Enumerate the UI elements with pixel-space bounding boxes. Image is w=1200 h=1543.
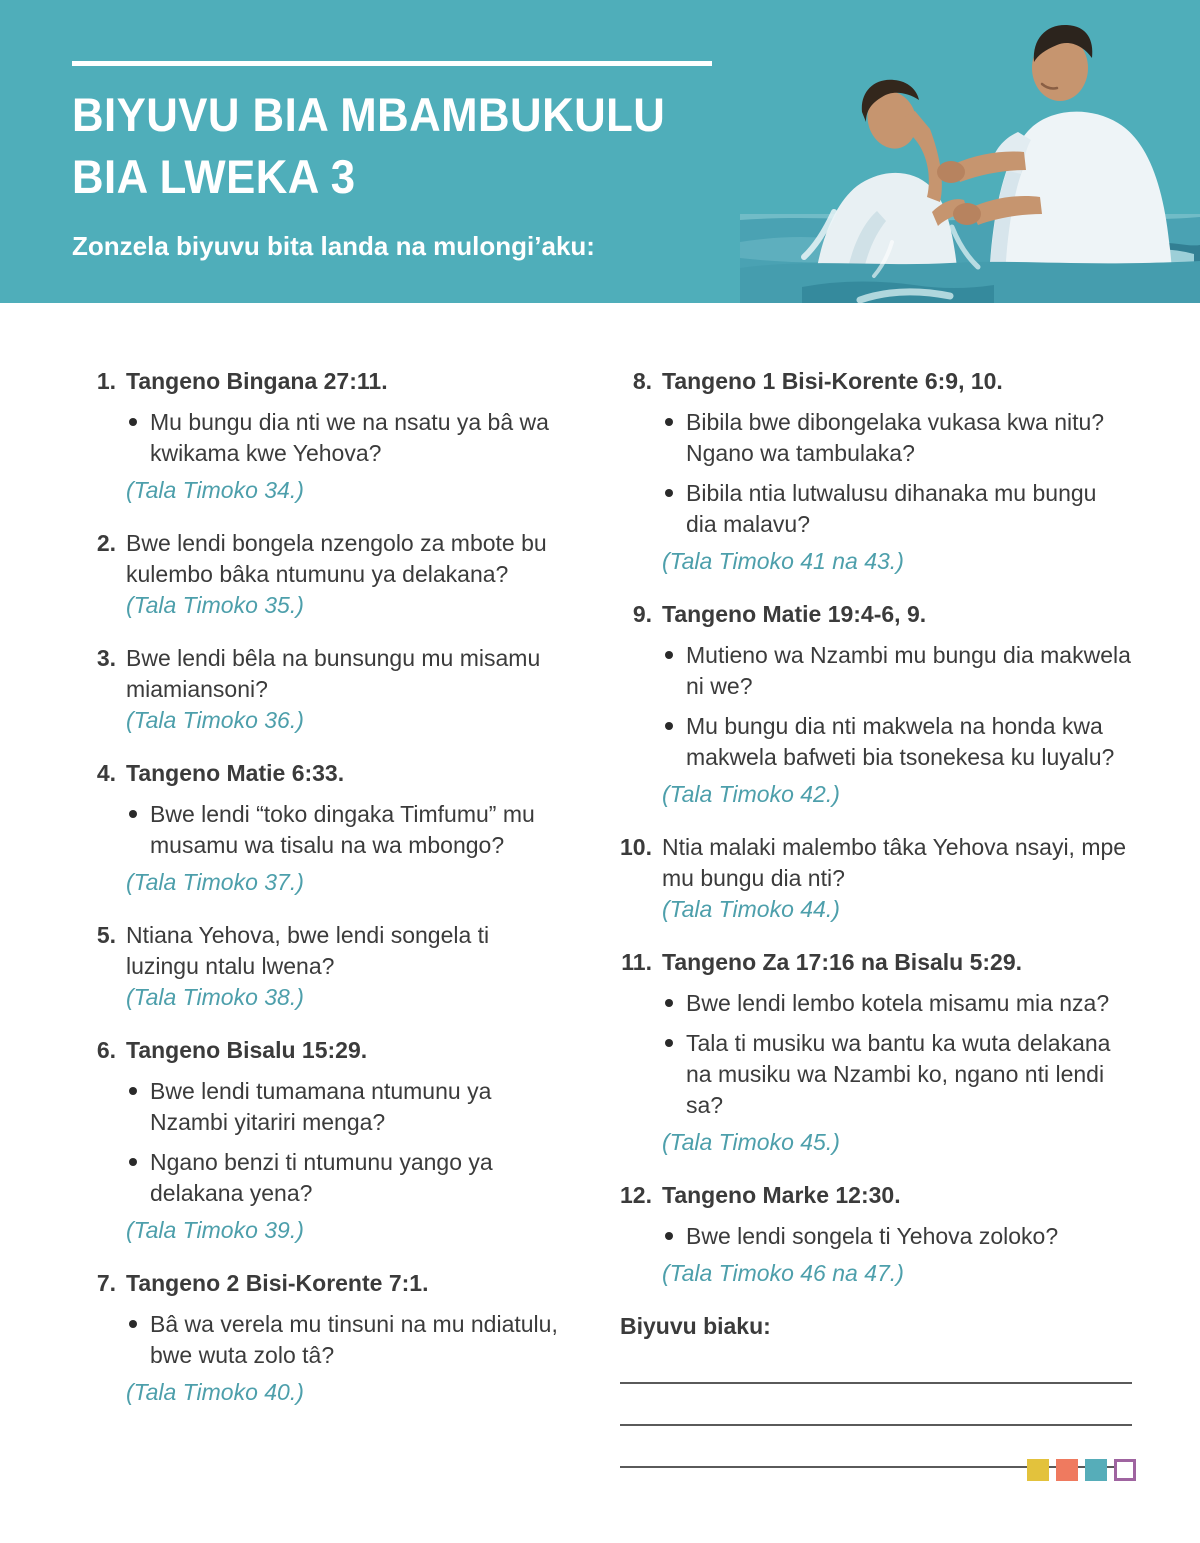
- question-number: 6.: [96, 1037, 116, 1063]
- question-bullet: [126, 1309, 562, 1371]
- question-bullet: [662, 988, 1132, 1019]
- reference-text: (Tala Timoko 45.): [662, 1129, 840, 1155]
- bullet-text: Mu bungu dia nti makwela na honda kwa makwela bafweti bia tsonekesa ku luyalu?: [686, 713, 1115, 770]
- answers-section: [620, 1311, 1132, 1468]
- question-item: [620, 1180, 1132, 1289]
- question-number: 2.: [96, 530, 116, 556]
- question-item: [620, 366, 1132, 577]
- question-heading: Tangeno 2 Bisi-Korente 7:1.: [126, 1270, 429, 1296]
- question-item: [84, 366, 562, 506]
- purple-outline-square: [1114, 1459, 1136, 1481]
- questions-column-right: [620, 366, 1132, 1468]
- question-bullet: [662, 407, 1132, 469]
- question-body: [126, 758, 562, 898]
- baptism-illustration: [740, 0, 1200, 303]
- question-text: Bwe lendi bongela nzengolo za mbote bu kulembo bâka ntumunu ya delakana?: [126, 530, 547, 587]
- question-number: 9.: [632, 601, 652, 627]
- question-bullet: [126, 1147, 562, 1209]
- bullet-icon: [665, 999, 673, 1007]
- page-title: [72, 84, 665, 208]
- question-heading: Tangeno Matie 19:4-6, 9.: [662, 601, 927, 627]
- bullet-icon: [665, 722, 673, 730]
- questions-list-right: [620, 366, 1132, 1289]
- question-bullet: [662, 1028, 1132, 1121]
- bullet-text: Bwe lendi songela ti Yehova zoloko?: [686, 1223, 1059, 1249]
- bullet-text: Mutieno wa Nzambi mu bungu dia makwela ni we?: [686, 642, 1131, 699]
- bullet-text: Bwe lendi “toko dingaka Timfumu” mu musamu wa tisalu na wa mbongo?: [150, 801, 535, 858]
- reference-text: (Tala Timoko 41 na 43.): [662, 548, 904, 574]
- question-item: [84, 1035, 562, 1246]
- question-body: [126, 528, 562, 621]
- question-bullet: [662, 478, 1132, 540]
- reference-text: (Tala Timoko 39.): [126, 1217, 304, 1243]
- answer-line: [620, 1342, 1132, 1384]
- bullet-text: Ngano benzi ti ntumunu yango ya delakana yena?: [150, 1149, 493, 1206]
- bullet-text: Bwe lendi tumamana ntumunu ya Nzambi yitariri menga?: [150, 1078, 492, 1135]
- question-item: [620, 599, 1132, 810]
- question-item: [620, 832, 1132, 925]
- question-number: 4.: [96, 760, 116, 786]
- yellow-square: [1027, 1459, 1049, 1481]
- reference-text: (Tala Timoko 37.): [126, 869, 304, 895]
- bullet-icon: [665, 418, 673, 426]
- bullet-icon: [665, 1232, 673, 1240]
- bullet-text: Bibila bwe dibongelaka vukasa kwa nitu? Ngano wa tambulaka?: [686, 409, 1105, 466]
- reference-text: (Tala Timoko 34.): [126, 477, 304, 503]
- reference-text: (Tala Timoko 35.): [126, 592, 304, 618]
- question-body: [126, 643, 562, 736]
- bullet-icon: [129, 810, 137, 818]
- question-body: [662, 366, 1132, 577]
- page-title-line2: BIA LWEKA 3: [72, 150, 356, 203]
- question-number: 5.: [96, 922, 116, 948]
- reference-text: (Tala Timoko 42.): [662, 781, 840, 807]
- reference-text: (Tala Timoko 38.): [126, 984, 304, 1010]
- question-number: 1.: [96, 368, 116, 394]
- bullet-text: Tala ti musiku wa bantu ka wuta delakana na musiku wa Nzambi ko, ngano nti lendi sa?: [686, 1030, 1111, 1118]
- question-body: [662, 599, 1132, 810]
- question-body: [126, 1035, 562, 1246]
- question-text: Ntiana Yehova, bwe lendi songela ti luzingu ntalu lwena?: [126, 922, 490, 979]
- question-number: 7.: [96, 1270, 116, 1296]
- question-text: Ntia malaki malembo tâka Yehova nsayi, mpe mu bungu dia nti?: [662, 834, 1127, 891]
- question-body: [662, 947, 1132, 1158]
- header-banner: [0, 0, 1200, 303]
- question-heading: Tangeno Marke 12:30.: [662, 1182, 901, 1208]
- bullet-text: Bwe lendi lembo kotela misamu mia nza?: [686, 990, 1110, 1016]
- question-item: [84, 643, 562, 736]
- question-heading: Tangeno Matie 6:33.: [126, 760, 345, 786]
- bullet-icon: [129, 1158, 137, 1166]
- question-bullet: [126, 1076, 562, 1138]
- coral-square: [1056, 1459, 1078, 1481]
- question-bullet: [126, 799, 562, 861]
- question-bullet: [662, 1221, 1132, 1252]
- question-item: [620, 947, 1132, 1158]
- reference-text: (Tala Timoko 44.): [662, 896, 840, 922]
- question-heading: Tangeno 1 Bisi-Korente 6:9, 10.: [662, 368, 1003, 394]
- answers-label: Biyuvu biaku:: [620, 1313, 771, 1339]
- question-body: [126, 1268, 562, 1408]
- question-body: [662, 1180, 1132, 1289]
- questions-area: [0, 303, 1200, 1468]
- reference-text: (Tala Timoko 40.): [126, 1379, 304, 1405]
- question-body: [126, 366, 562, 506]
- bullet-icon: [129, 1320, 137, 1328]
- answer-line: [620, 1384, 1132, 1426]
- question-heading: Tangeno Bisalu 15:29.: [126, 1037, 368, 1063]
- question-number: 8.: [632, 368, 652, 394]
- question-bullet: [662, 640, 1132, 702]
- question-item: [84, 758, 562, 898]
- question-heading: Tangeno Za 17:16 na Bisalu 5:29.: [662, 949, 1023, 975]
- bullet-icon: [129, 1087, 137, 1095]
- bullet-icon: [129, 418, 137, 426]
- question-bullet: [126, 407, 562, 469]
- teal-square: [1085, 1459, 1107, 1481]
- answer-lines: [620, 1342, 1132, 1468]
- question-text: Bwe lendi bêla na bunsungu mu misamu miamiansoni?: [126, 645, 541, 702]
- question-number: 3.: [96, 645, 116, 671]
- reference-text: (Tala Timoko 36.): [126, 707, 304, 733]
- bullet-text: Mu bungu dia nti we na nsatu ya bâ wa kwikama kwe Yehova?: [150, 409, 549, 466]
- bullet-icon: [665, 489, 673, 497]
- reference-text: (Tala Timoko 46 na 47.): [662, 1260, 904, 1286]
- bullet-text: Bibila ntia lutwalusu dihanaka mu bungu dia malavu?: [686, 480, 1097, 537]
- questions-column-left: [84, 366, 562, 1468]
- question-bullet: [662, 711, 1132, 773]
- question-number: 11.: [621, 949, 652, 975]
- question-item: [84, 528, 562, 621]
- bullet-icon: [665, 1039, 673, 1047]
- question-number: 10.: [620, 834, 652, 860]
- question-item: [84, 920, 562, 1013]
- page-title-line1: BIYUVU BIA MBAMBUKULU: [72, 88, 666, 141]
- question-body: [126, 920, 562, 1013]
- bullet-text: Bâ wa verela mu tinsuni na mu ndiatulu, bwe wuta zolo tâ?: [150, 1311, 558, 1368]
- footer-color-squares: [1027, 1459, 1136, 1481]
- header-rule: [72, 61, 712, 66]
- bullet-icon: [665, 651, 673, 659]
- question-item: [84, 1268, 562, 1408]
- question-heading: Tangeno Bingana 27:11.: [126, 368, 388, 394]
- page-subtitle: Zonzela biyuvu bita landa na mulongi’aku:: [72, 231, 595, 261]
- question-number: 12.: [620, 1182, 652, 1208]
- question-body: [662, 832, 1132, 925]
